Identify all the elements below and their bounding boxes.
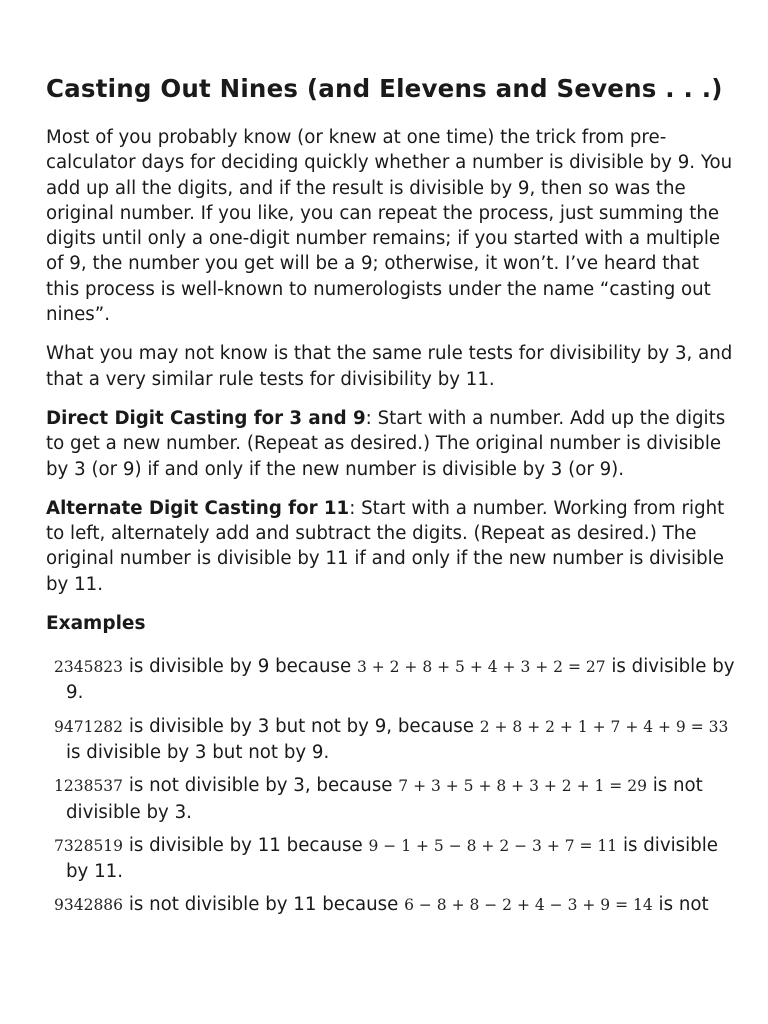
example-number: 7328519 [54, 836, 124, 855]
alternate-casting-text: : Start with a number. Working from right to left, alternately add and subtract the digits. (Repeat as desired.) The original number is divisible by 11 if and only if the new number is divisible by 11. [46, 497, 725, 595]
example-number: 1238537 [54, 777, 124, 796]
example-expression: 7 + 3 + 5 + 8 + 3 + 2 + 1 = 29 [398, 777, 647, 796]
example-conclusion: is not divisible by 3. [66, 775, 703, 823]
direct-casting-heading: Direct Digit Casting for 3 and 9 [46, 407, 366, 429]
example-number: 9342886 [54, 896, 124, 915]
example-conclusion: is divisible by 9. [66, 656, 735, 704]
example-conclusion: is divisible by 3 but not by 9. [66, 741, 330, 763]
example-conclusion: is divisible by 11. [66, 834, 718, 883]
example-text: is not divisible by 11 because [123, 894, 405, 916]
example-item [46, 892, 736, 918]
intro-paragraph: Most of you probably know (or knew at one time) the trick from pre-calculator days for deciding quickly whether a number is divisible by 9. You add up all the digits, and if the result is divisible by 9, then so was the original number. If you like, you can repeat the process, just summing the digits until only a one-digit number remains; if you started with a multiple of 9, the number you get will be a 9; otherwise, it won’t. I’ve heard that this process is well-known to numerologists under the name “casting out nines”. [46, 127, 733, 326]
example-item [46, 773, 736, 825]
example-text: is divisible by 3 but not by 9, because [123, 715, 480, 737]
example-number: 9471282 [54, 717, 124, 736]
document-page [46, 74, 736, 927]
example-expression: 9 − 1 + 5 − 8 + 2 − 3 + 7 = 11 [368, 836, 618, 855]
example-item [46, 654, 736, 706]
example-text: is not divisible by 3, because [123, 775, 399, 797]
example-text: is divisible by 9 because [123, 656, 357, 678]
divisibility-paragraph: What you may not know is that the same rule tests for divisibility by 3, and that a very similar rule tests for divisibility by 11. [46, 343, 733, 390]
direct-casting-text: : Start with a number. Add up the digits to get a new number. (Repeat as desired.) The original number is divisible by 3 (or 9) if and only if the new number is divisible by 3 (or 9). [46, 407, 726, 480]
document-title: Casting Out Nines (and Elevens and Sevens . . .) [46, 74, 723, 103]
example-item [46, 833, 736, 885]
example-conclusion: is not [652, 894, 709, 916]
example-expression: 3 + 2 + 8 + 5 + 4 + 3 + 2 = 27 [356, 658, 606, 677]
examples-list [46, 654, 736, 919]
direct-casting-rule [46, 406, 736, 482]
example-text: is divisible by 11 because [123, 834, 369, 856]
examples-heading: Examples [46, 613, 146, 635]
example-expression: 2 + 8 + 2 + 1 + 7 + 4 + 9 = 33 [479, 717, 729, 736]
alternate-casting-heading: Alternate Digit Casting for 11 [46, 497, 350, 519]
example-item [46, 714, 736, 766]
example-expression: 6 − 8 + 8 − 2 + 4 − 3 + 9 = 14 [404, 896, 653, 915]
example-number: 2345823 [54, 658, 124, 677]
alternate-casting-rule [46, 496, 736, 597]
